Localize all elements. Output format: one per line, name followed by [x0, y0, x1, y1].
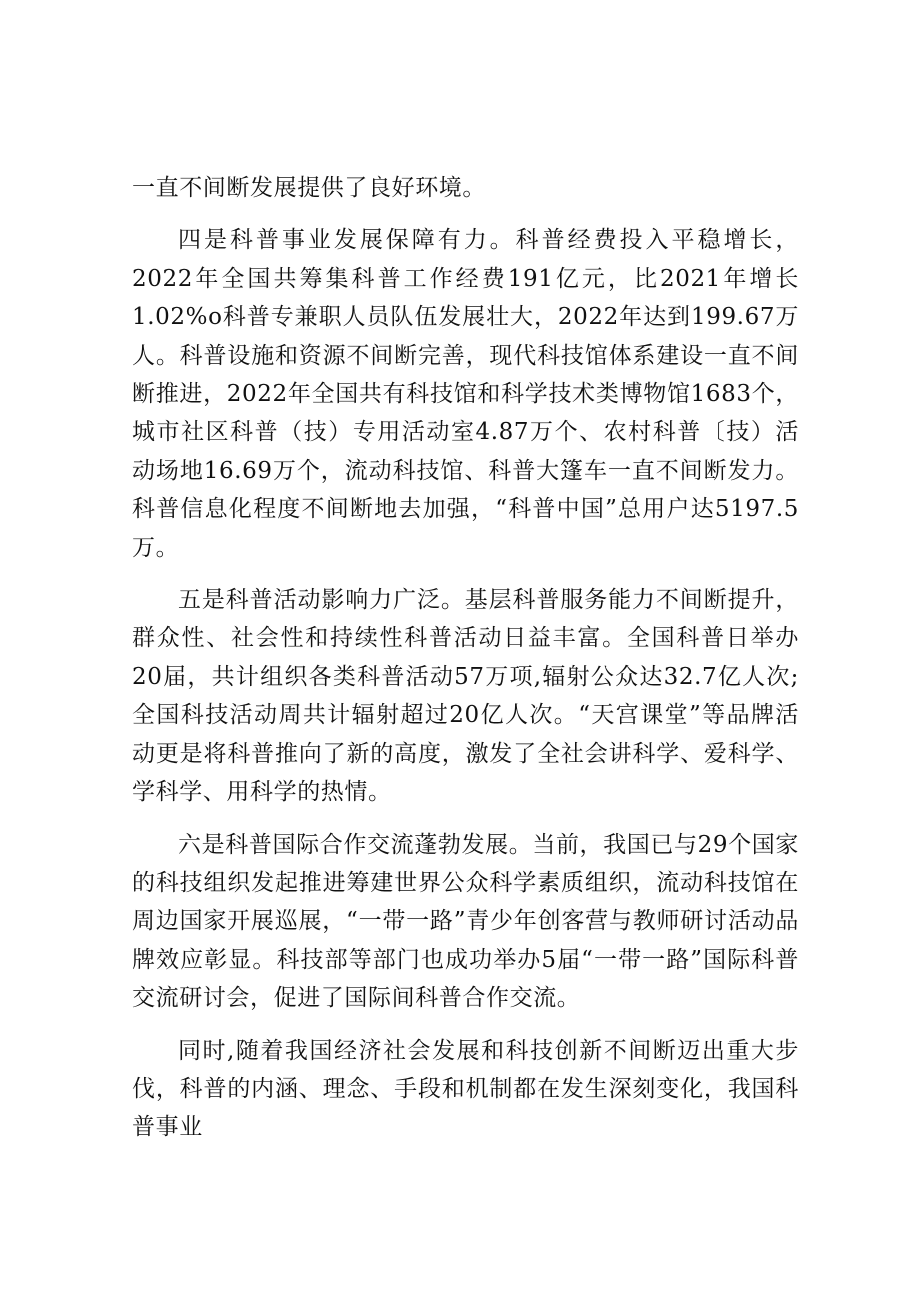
paragraph-international-cooperation: 六是科普国际合作交流蓬勃发展。当前，我国已与29个国家的科技组织发起推进筹建世界公众科学素质组织，流动科技馆在周边国家开展巡展，“一带一路”青少年创客营与教师研讨活动品牌效应彰显。科技部等部门也成功举办5届“一带一路”国际科普交流研讨会，促进了国际间科普合作交流。: [132, 831, 799, 1012]
document-body: [132, 169, 799, 1161]
paragraph-science-activities: 五是科普活动影响力广泛。基层科普服务能力不间断提升，群众性、社会性和持续性科普活动日益丰富。全国科普日举办20届，共计组织各类科普活动57万项,辐射公众达32.7亿人次;全国科技活动周共计辐射超过20亿人次。“天宫课堂”等品牌活动更是将科普推向了新的高度，激发了全社会讲科学、爱科学、学科学、用科学的热情。: [132, 587, 799, 806]
paragraph-science-funding: 四是科普事业发展保障有力。科普经费投入平稳增长，2022年全国共筹集科普工作经费191亿元，比2021年增长1.02%o科普专兼职人员队伍发展壮大，2022年达到199.67万人。科普设施和资源不间断完善，现代科技馆体系建设一直不间断推进，2022年全国共有科技馆和科学技术类博物馆1683个，城市社区科普（技）专用活动室4.87万个、农村科普〔技）活动场地16.69万个，流动科技馆、科普大篷车一直不间断发力。科普信息化程度不间断地去加强，“科普中国”总用户达5197.5万。: [132, 227, 799, 561]
paragraph-meanwhile: 同时,随着我国经济社会发展和科技创新不间断迈出重大步伐，科普的内涵、理念、手段和机制都在发生深刻变化，我国科普事业: [132, 1037, 799, 1141]
paragraph-continuation: 一直不间断发展提供了良好环境。: [132, 175, 486, 201]
